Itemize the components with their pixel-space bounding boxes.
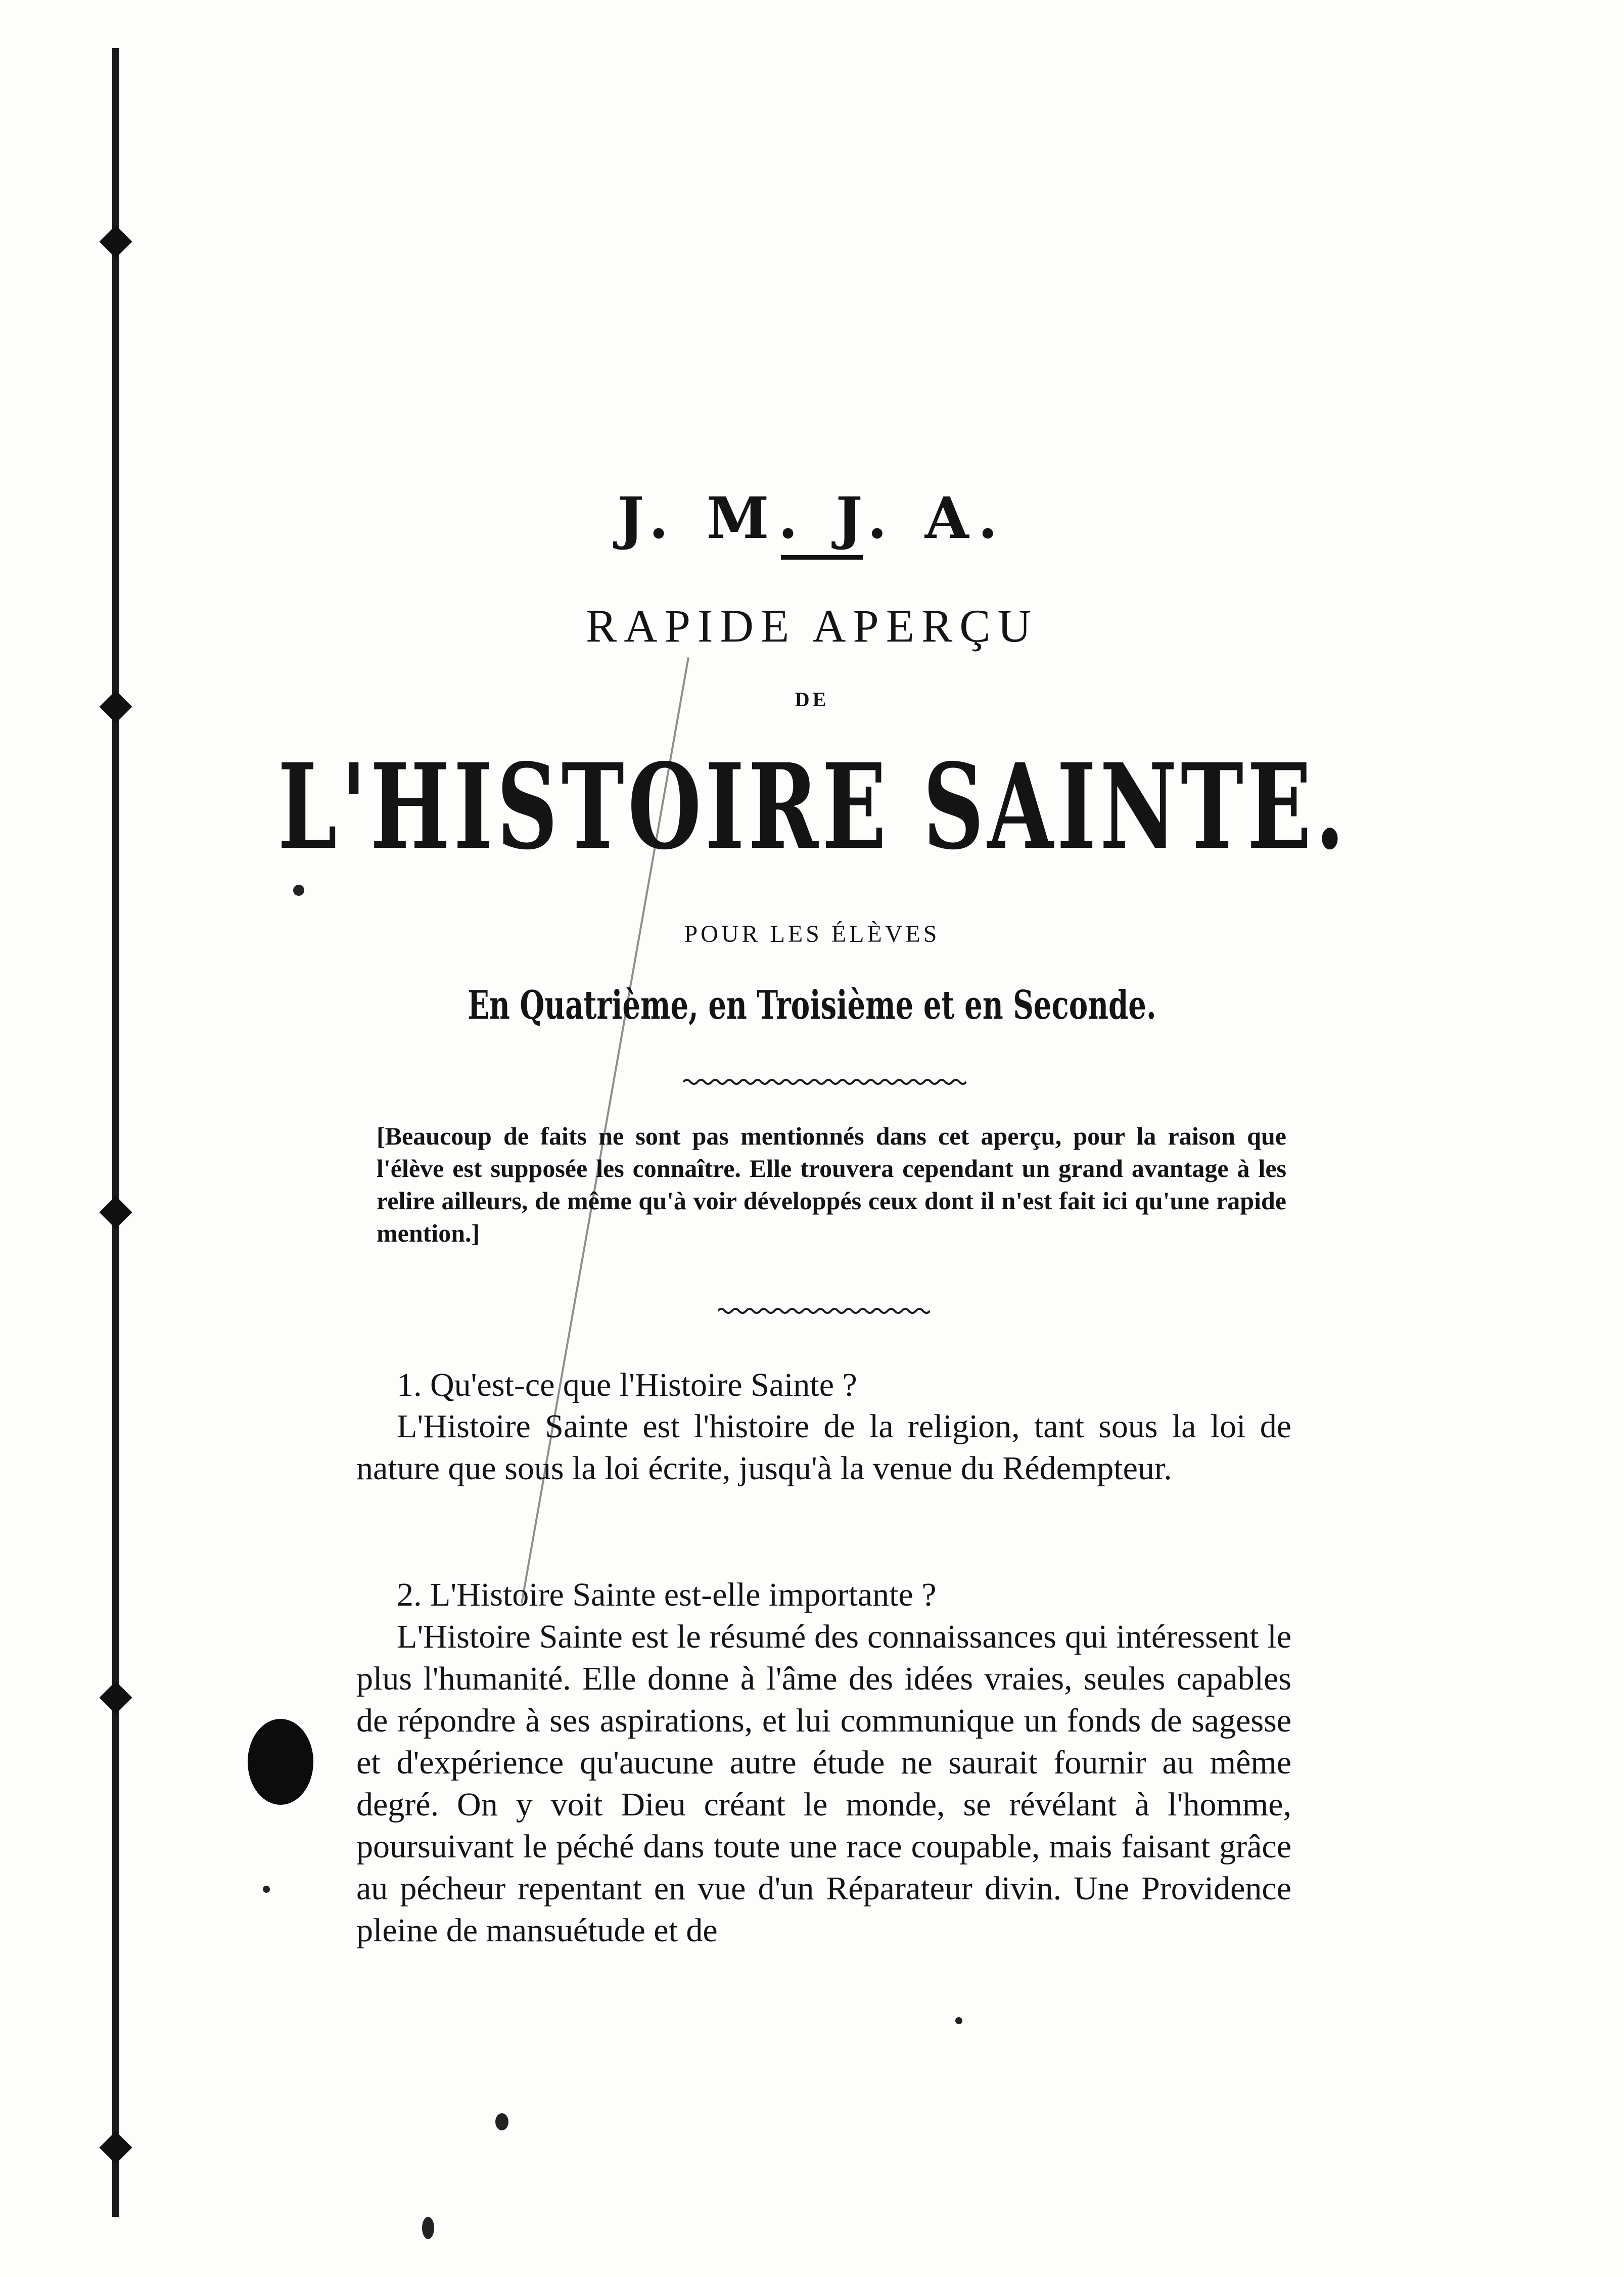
binding-knot [99, 1681, 132, 1714]
binding-edge [112, 48, 119, 2217]
monogram: J. M. J. A. [617, 485, 1007, 552]
ink-speck [263, 1886, 270, 1893]
header-line-1: RAPIDE APERÇU [585, 600, 1039, 652]
header-line-4: En Quatrième, en Troisième et en Seconde. [468, 982, 1156, 1028]
header-line-3: POUR LES ÉLÈVES [684, 921, 940, 947]
wavy-rule [718, 1307, 930, 1315]
ink-blot [248, 1719, 313, 1805]
question-1 [356, 1364, 1291, 1406]
ink-speck [293, 885, 304, 896]
wavy-rule [683, 1078, 966, 1086]
short-rule [781, 555, 863, 560]
page-title: L'HISTOIRE SAINTE. [277, 738, 1349, 876]
question-2 [356, 1574, 1291, 1616]
ink-speck [422, 2217, 434, 2239]
binding-knot [99, 2131, 132, 2164]
answer-text: L'Histoire Sainte est le résumé des connaissances qui intéressent le plus l'humanité. Elle donne à l'âme des idées vraies, seules capables de répondre à ses aspirations, et lui communique un fonds de sagesse et d'expérience qu'aucune autre étude ne saurait fournir au même degré. On y voit Dieu créant le monde, se révélant à l'homme, poursuivant le péché dans toute une race coupable, mais faisant grâce au pécheur repentant en vue d'un Réparateur divin. Une Providence pleine de mansuétude et de [356, 1618, 1291, 1949]
question-text: 2. L'Histoire Sainte est-elle importante ? [397, 1576, 937, 1613]
header-line-2: DE [795, 688, 829, 711]
ink-speck [955, 2017, 962, 2024]
binding-knot [99, 1196, 132, 1228]
question-text: 1. Qu'est-ce que l'Histoire Sainte ? [397, 1367, 857, 1403]
answer-text: L'Histoire Sainte est l'histoire de la religion, tant sous la loi de nature que sous la loi écrite, jusqu'à la venue du Rédempteur. [356, 1408, 1291, 1487]
preface-note: [Beaucoup de faits ne sont pas mentionnés dans cet aperçu, pour la raison que l'élève est supposée les connaître. Elle trouvera cependant un grand avantage à les relire ailleurs, de même qu'à voir développés ceux dont il n'est fait ici qu'une rapide mention.] [377, 1122, 1286, 1247]
answer-1 [356, 1405, 1291, 1489]
binding-knot [99, 225, 132, 258]
ink-speck [495, 2113, 508, 2130]
answer-2 [356, 1616, 1291, 1951]
